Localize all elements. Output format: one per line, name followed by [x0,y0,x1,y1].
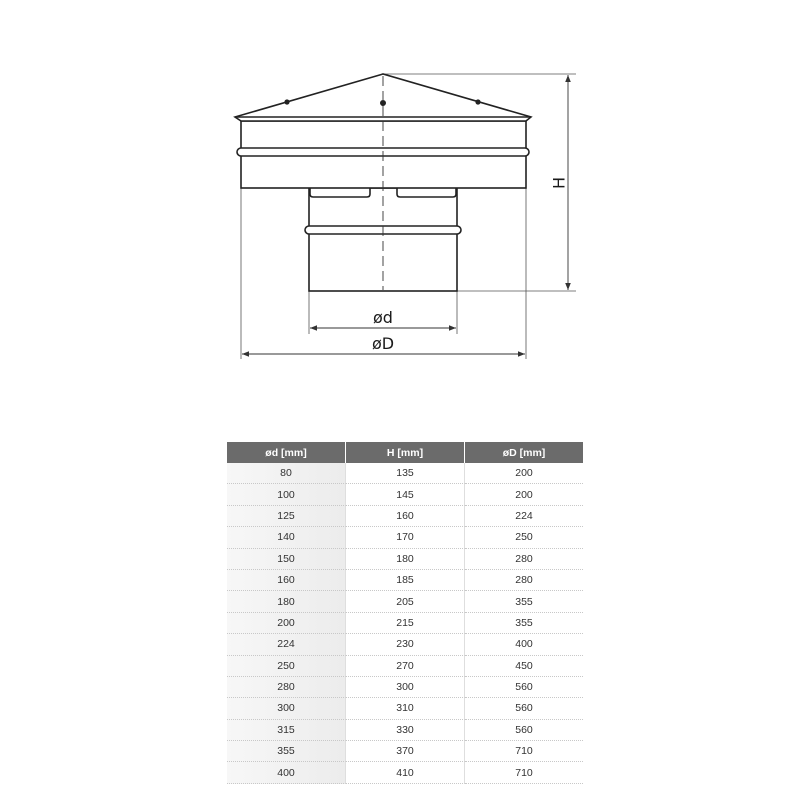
table-cell-h: 215 [346,613,465,634]
table-cell-od: 224 [227,634,346,655]
table-row [227,677,583,698]
table-cell-D: 710 [465,741,583,762]
table-cell-od: 140 [227,527,346,548]
table-cell-h: 185 [346,570,465,591]
table-cell-D: 224 [465,506,583,527]
table-row [227,527,583,548]
table-cell-od: 200 [227,613,346,634]
table-cell-od: 150 [227,549,346,570]
table-row [227,591,583,612]
table-row [227,613,583,634]
table-cell-h: 300 [346,677,465,698]
table-cell-h: 410 [346,762,465,783]
table-row [227,634,583,655]
table-row [227,741,583,762]
table-cell-D: 560 [465,720,583,741]
dimensions-table [227,442,583,784]
table-cell-D: 355 [465,613,583,634]
table-cell-D: 560 [465,677,583,698]
table-cell-D: 450 [465,656,583,677]
table-cell-D: 355 [465,591,583,612]
table-cell-D: 250 [465,527,583,548]
table-cell-h: 370 [346,741,465,762]
table-cell-od: 280 [227,677,346,698]
table-row [227,506,583,527]
table-cell-od: 160 [227,570,346,591]
table-cell-h: 160 [346,506,465,527]
table-body [227,463,583,784]
table-cell-od: 250 [227,656,346,677]
d-dimension-label: ød [373,308,393,327]
table-cell-D: 200 [465,463,583,484]
table-cell-h: 230 [346,634,465,655]
table-row [227,720,583,741]
table-cell-od: 355 [227,741,346,762]
table-cell-D: 710 [465,762,583,783]
table-header [227,442,583,463]
table-row [227,698,583,719]
h-dimension-label: H [549,176,569,190]
table-cell-od: 300 [227,698,346,719]
table-cell-od: 315 [227,720,346,741]
table-cell-D: 560 [465,698,583,719]
table-row [227,484,583,505]
table-cell-od: 125 [227,506,346,527]
table-cell-h: 170 [346,527,465,548]
header-od: ød [mm] [227,442,346,463]
right-rivet [475,99,480,104]
header-D: øD [mm] [502,446,546,459]
table-cell-h: 135 [346,463,465,484]
table-cell-D: 400 [465,634,583,655]
table-cell-od: 100 [227,484,346,505]
table-cell-D: 280 [465,570,583,591]
table-row [227,549,583,570]
table-cell-h: 145 [346,484,465,505]
table-cell-od: 80 [227,463,346,484]
table-cell-D: 200 [465,484,583,505]
header-h: H [mm] [346,442,465,463]
table-cell-h: 180 [346,549,465,570]
table-row [227,570,583,591]
right-support-bracket [397,188,456,197]
table-row [227,762,583,783]
table-cell-h: 205 [346,591,465,612]
table-cell-h: 310 [346,698,465,719]
table-row [227,656,583,677]
table-cell-h: 330 [346,720,465,741]
left-rivet [284,99,289,104]
table-cell-D: 280 [465,549,583,570]
table-cell-od: 400 [227,762,346,783]
table-cell-od: 180 [227,591,346,612]
D-dimension-label: øD [371,334,395,353]
table-row [227,463,583,484]
table-cell-h: 270 [346,656,465,677]
left-support-bracket [310,188,370,197]
